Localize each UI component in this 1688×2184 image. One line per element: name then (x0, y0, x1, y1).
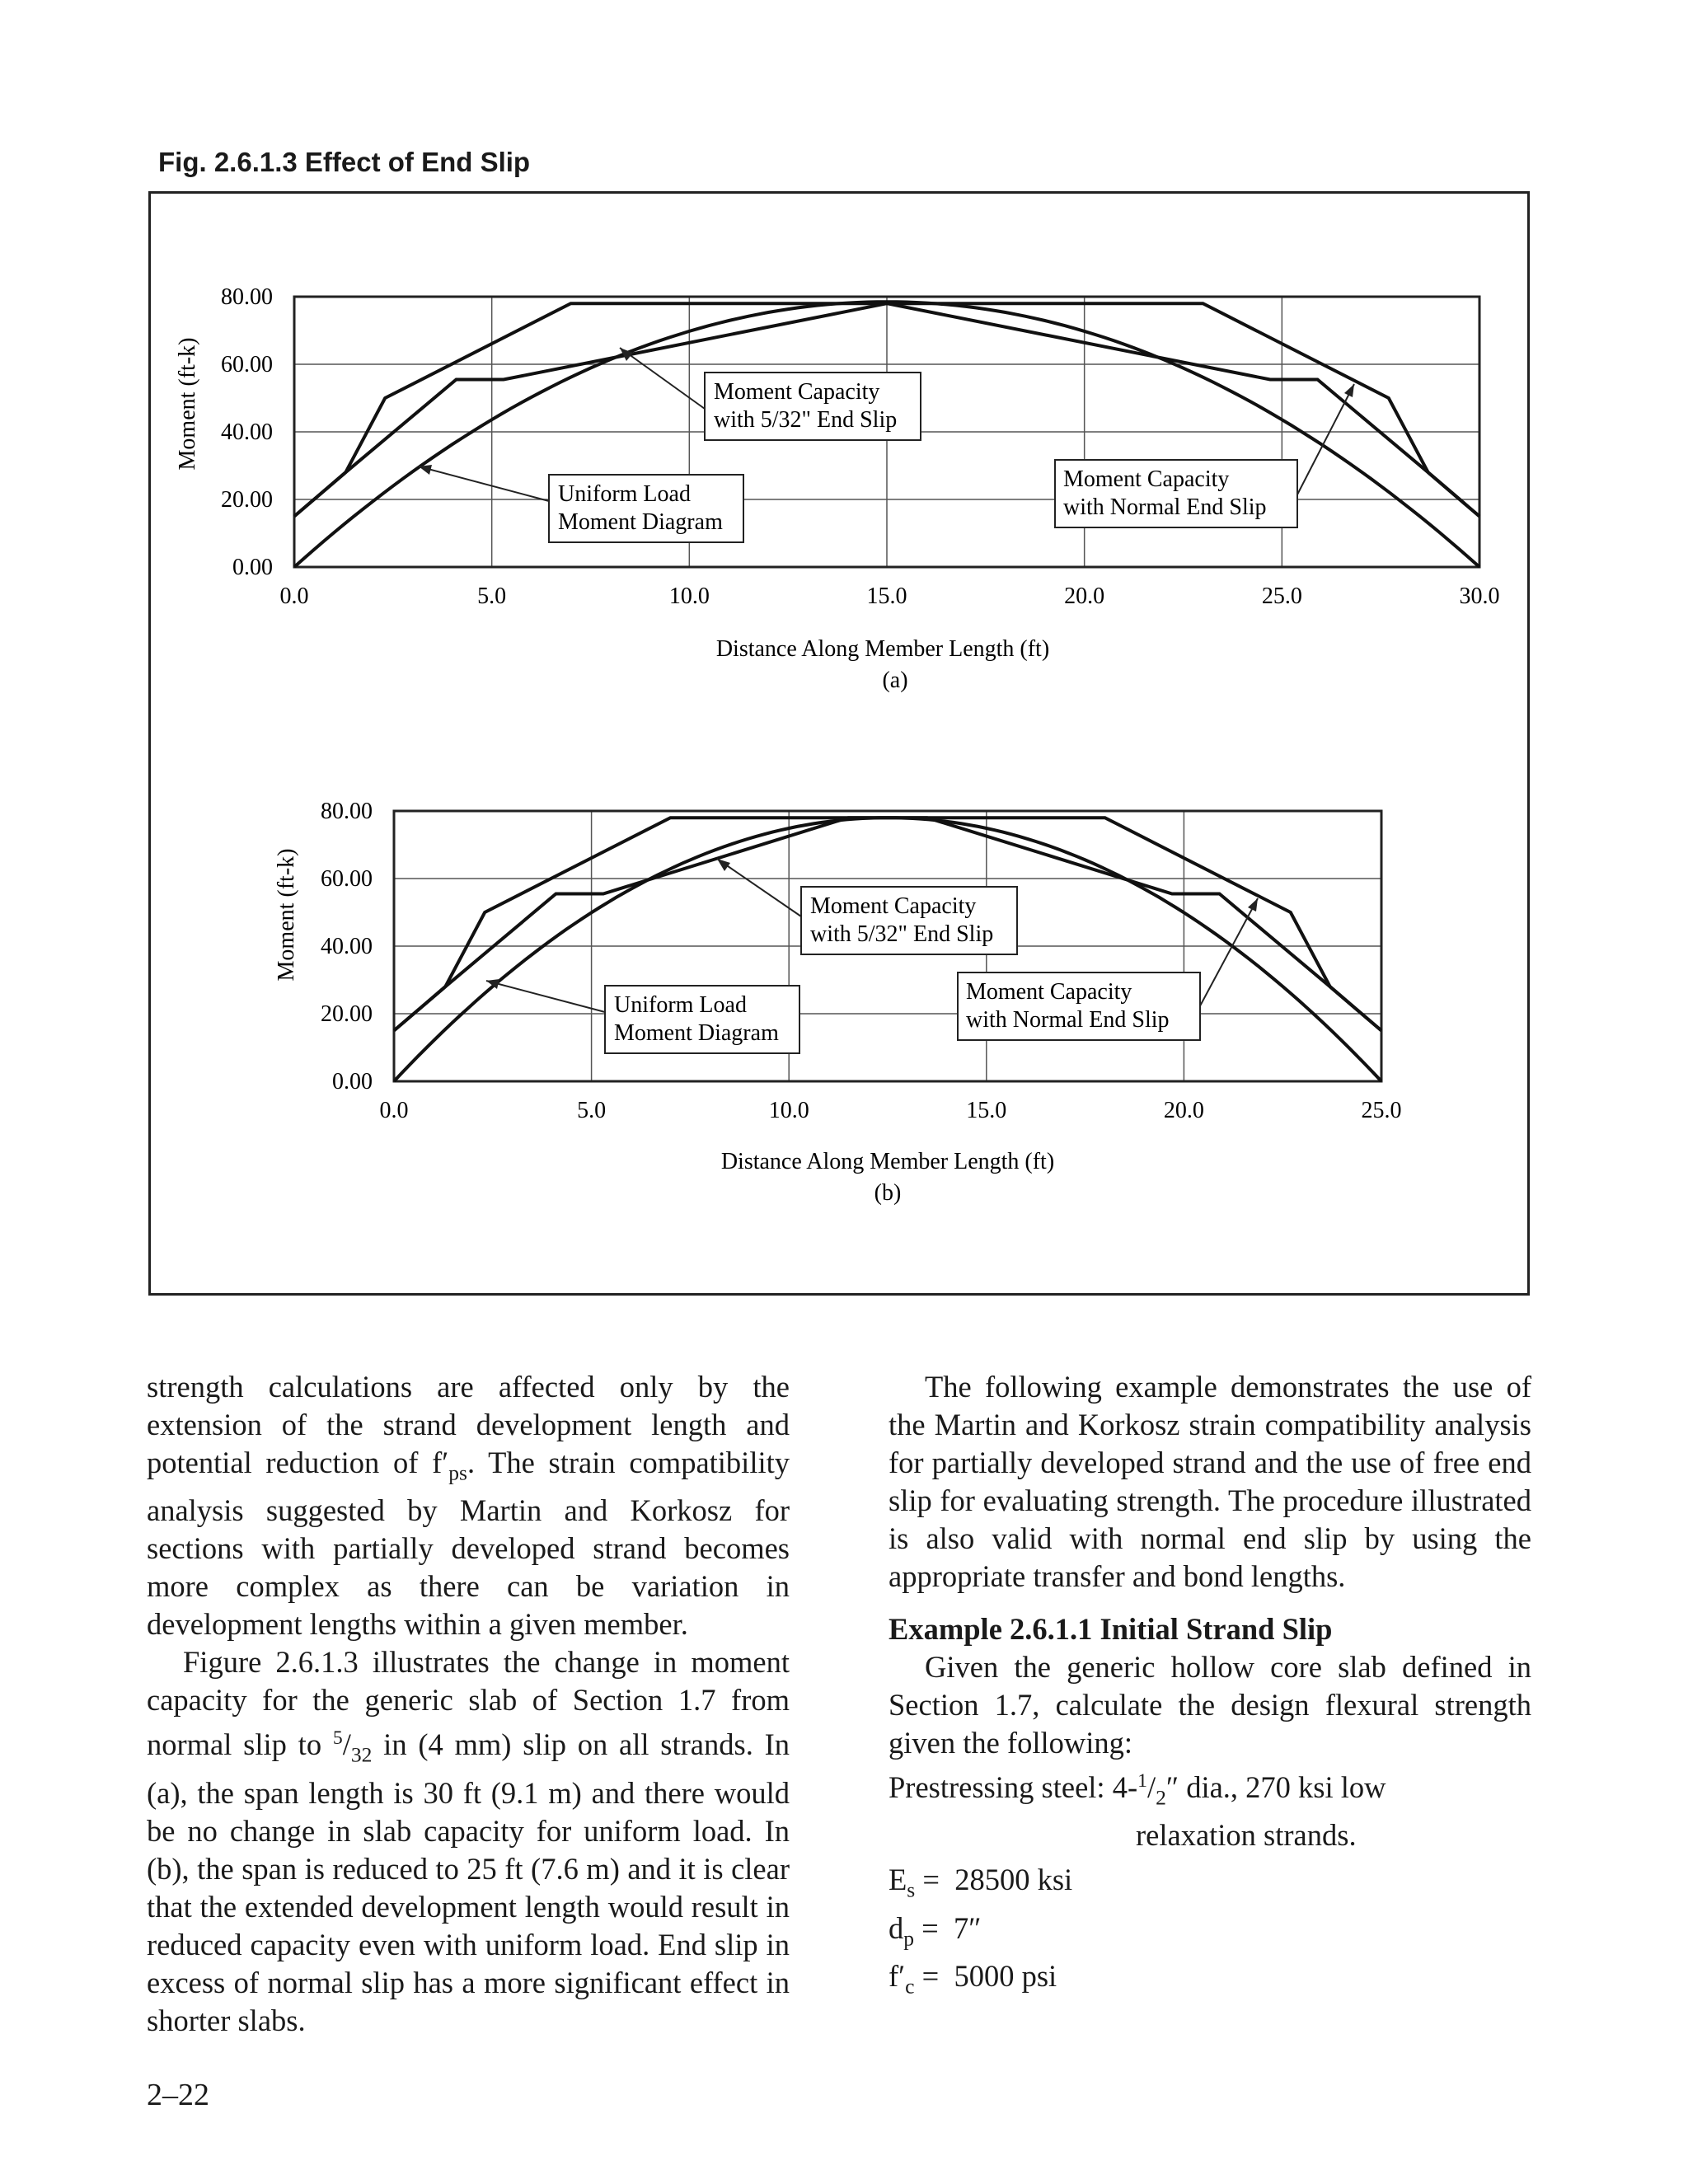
steel-desc: ″ dia., 270 ksi low (1165, 1770, 1386, 1805)
right-text-column (889, 1368, 1531, 2005)
x-tick-labels-a (280, 583, 1500, 609)
left-p2-superscript: 5 (332, 1727, 343, 1750)
x-tick-label: 15.0 (966, 1098, 1007, 1123)
callout-uniform-b-line1: Uniform Load (614, 992, 747, 1018)
y-tick-label: 20.00 (321, 1001, 373, 1027)
es-symbol: E (889, 1863, 907, 1897)
fc-subscript: c (905, 1974, 915, 1999)
dp-symbol: d (889, 1910, 904, 1945)
prestressing-steel-line-2: relaxation strands. (1136, 1818, 1357, 1853)
x-tick-label: 10.0 (668, 583, 710, 609)
chart-panel-a (175, 284, 1500, 693)
left-p1-subscript: ps (448, 1460, 467, 1485)
y-tick-label: 40.00 (221, 419, 273, 445)
y-tick-label: 80.00 (321, 799, 373, 824)
x-tick-label: 25.0 (1361, 1098, 1402, 1123)
right-paragraph-1: The following example demonstrates the use of the Martin and Korkosz strain compatibility analysis for partially developed strand and the use of free end slip for evaluating strength. The procedure illustrated is also valid with normal end slip by using the appropriate transfer and bond lengths. (889, 1370, 1531, 1593)
leader-normal-b (1197, 898, 1258, 1012)
x-tick-label: 20.0 (1064, 583, 1105, 609)
left-paragraph-2 (147, 1643, 790, 2039)
y-tick-label: 20.00 (221, 487, 273, 513)
fc-value: = 5000 psi (914, 1959, 1057, 1994)
callout-normal-b-line2: with Normal End Slip (966, 1007, 1170, 1033)
left-p1-text-a: strength calculations are affected only by the extension of the strand development length and potential reduction of f′ (147, 1370, 790, 1479)
steel-count: 4- (1112, 1770, 1138, 1805)
leader-arrow-uniform-a (419, 465, 432, 475)
leader-uniform-a (419, 466, 549, 501)
chart-panel-b (274, 799, 1402, 1206)
y-tick-label: 60.00 (221, 352, 273, 377)
x-tick-label: 25.0 (1261, 583, 1302, 609)
x-tick-label: 10.0 (768, 1098, 809, 1123)
x-tick-label: 0.0 (379, 1098, 409, 1123)
callout-uniform-a-line2: Moment Diagram (558, 509, 723, 535)
panel-label-a: (a) (882, 668, 908, 693)
left-p2-text-a: Figure 2.6.1.3 illustrates the change in moment capacity for the generic slab of Section 1.7 from normal slip to (147, 1645, 790, 1762)
left-text-column (147, 1368, 790, 2040)
leader-arrow-normal-a (1344, 384, 1354, 397)
x-axis-label-a: Distance Along Member Length (ft) (715, 636, 1050, 662)
callout-slip-a-line1: Moment Capacity (714, 379, 880, 405)
callout-slip-a-line2: with 5/32" End Slip (714, 407, 898, 433)
left-p1-text-b: . The strain compatibility analysis suggested by Martin and Korkosz for sections with partially developed strand becomes more complex as there can be variation in development lengths within a given member. (147, 1446, 790, 1642)
x-axis-label-b: Distance Along Member Length (ft) (720, 1149, 1055, 1174)
callout-uniform-a-line1: Uniform Load (558, 481, 691, 507)
x-tick-label: 5.0 (477, 583, 507, 609)
left-p2-slash: / (342, 1727, 351, 1762)
y-tick-label: 0.00 (232, 555, 273, 580)
x-tick-label: 30.0 (1459, 583, 1500, 609)
leader-uniform-b (486, 981, 605, 1012)
callout-slip-b-line2: with 5/32" End Slip (810, 921, 994, 947)
x-tick-labels-b (380, 1098, 1402, 1123)
x-tick-label: 0.0 (279, 583, 309, 609)
figure-caption: Fig. 2.6.1.3 Effect of End Slip (158, 147, 531, 177)
leader-arrow-normal-b (1248, 898, 1258, 912)
fc-symbol: f′ (889, 1959, 906, 1994)
leader-normal-a (1296, 384, 1354, 498)
callout-normal-a-line1: Moment Capacity (1063, 466, 1230, 492)
left-paragraph-1 (147, 1368, 790, 1643)
dp-value: = 7″ (914, 1910, 982, 1945)
callout-slip-b-line1: Moment Capacity (810, 893, 977, 919)
steel-sub: 2 (1156, 1785, 1166, 1810)
es-line (889, 1861, 1531, 1909)
es-value: = 28500 ksi (915, 1863, 1073, 1897)
y-tick-label: 0.00 (332, 1069, 373, 1094)
y-tick-label: 80.00 (221, 284, 273, 310)
fc-line (889, 1957, 1531, 2005)
example-heading: Example 2.6.1.1 Initial Strand Slip (889, 1612, 1333, 1646)
callout-uniform-b-line2: Moment Diagram (614, 1020, 779, 1046)
y-axis-label-a: Moment (ft-k) (175, 337, 200, 471)
y-tick-labels-b (321, 799, 373, 1094)
left-p2-text-b: in (4 mm) slip on all strands. In (a), the span length is 30 ft (9.1 m) and there would be no change in slab capacity for uniform load. In (b), the span is reduced to 25 ft (7.6 m) and it is clear that the extended development length would result in reduced capacity even with uniform load. End slip in excess of normal slip has a more significant effect in shorter slabs. (147, 1727, 790, 2037)
right-paragraph-2: Given the generic hollow core slab defined in Section 1.7, calculate the design flexural strength given the following: (889, 1650, 1531, 1760)
prestressing-steel-line (889, 1762, 1531, 1816)
dp-line (889, 1910, 1531, 1957)
x-tick-label: 5.0 (577, 1098, 607, 1123)
y-axis-label-b: Moment (ft-k) (274, 848, 299, 982)
y-tick-label: 40.00 (321, 934, 373, 959)
steel-label: Prestressing steel: (889, 1770, 1113, 1805)
steel-slash: / (1146, 1770, 1156, 1805)
es-subscript: s (907, 1877, 916, 1902)
y-tick-label: 60.00 (321, 866, 373, 892)
x-tick-label: 20.0 (1163, 1098, 1204, 1123)
dp-subscript: p (903, 1926, 915, 1951)
callout-normal-b-line1: Moment Capacity (966, 979, 1132, 1005)
x-tick-label: 15.0 (866, 583, 907, 609)
page-number: 2–22 (147, 2078, 209, 2112)
leader-arrow-slip-b (717, 859, 730, 871)
leader-slip-a (620, 348, 705, 409)
steel-sup: 1 (1137, 1770, 1147, 1792)
left-p2-subscript: 32 (350, 1742, 373, 1767)
y-tick-labels-a (221, 284, 273, 580)
panel-label-b: (b) (874, 1180, 902, 1206)
callout-normal-a-line2: with Normal End Slip (1063, 494, 1267, 520)
